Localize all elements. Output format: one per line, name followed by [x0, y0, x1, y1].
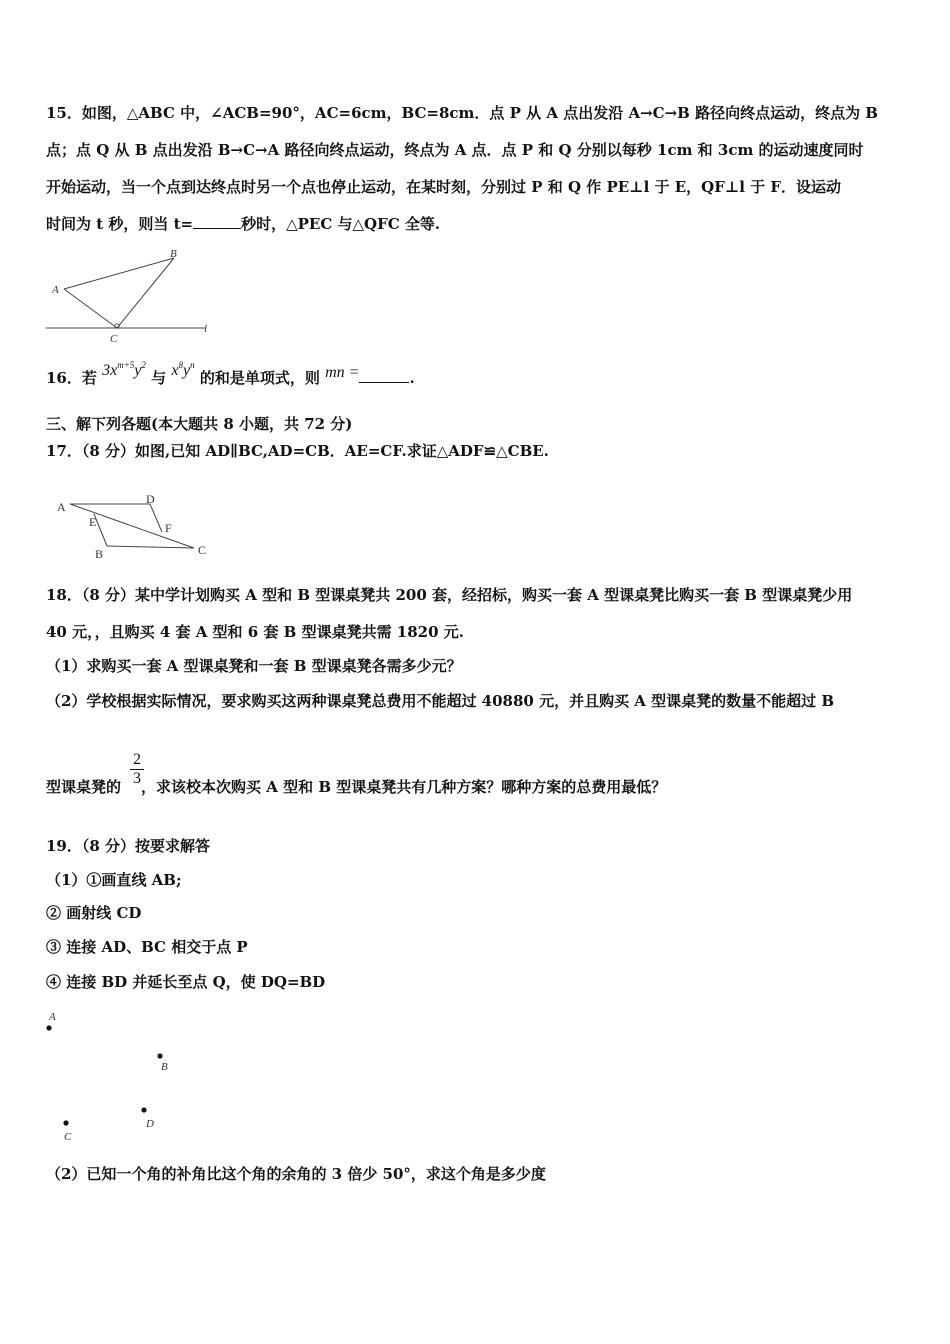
q15-line4-start: 时间为 t 秒，则当 t= [46, 215, 194, 233]
term1-yexp: 2 [141, 360, 146, 370]
q16-term2 [171, 362, 194, 379]
q19-part2: （2）已知一个角的补角比这个角的余角的 3 倍少 50°，求这个角是多少度 [46, 1165, 546, 1183]
q18-part2b [46, 777, 666, 797]
q16-end: . [409, 369, 415, 387]
q18-part1: （1）求购买一套 A 型课桌凳和一套 B 型课桌凳各需多少元？ [46, 657, 462, 675]
label-a: A [57, 500, 66, 514]
label-a: A [49, 1011, 56, 1023]
segment-bc [107, 546, 194, 548]
term1-exp: m+5 [117, 360, 135, 370]
label-e: E [89, 515, 97, 529]
q16-line [46, 360, 415, 390]
q15-line4-end: 秒时，△PEC 与△QFC 全等. [241, 215, 441, 233]
q15-line3: 开始运动，当一个点到达终点时另一个点也停止运动，在某时刻，分别过 P 和 Q 作 PE⊥l 于 E，QF⊥l 于 F．设运动 [46, 178, 842, 196]
point-d [141, 1107, 146, 1112]
label-c: C [198, 543, 207, 557]
term2-xexp: 8 [178, 360, 183, 370]
q16-mid: 与 [151, 369, 167, 387]
term2-y: y [183, 362, 191, 379]
label-a: A [52, 284, 59, 296]
side-ac [64, 289, 117, 328]
q18-part2b-start: 型课桌凳的 [46, 778, 122, 796]
q17-text: 17．（8 分）如图,已知 AD∥BC,AD=CB．AE=CF.求证△ADF≌△CBE. [46, 442, 549, 460]
label-b: B [170, 248, 177, 260]
label-b: B [161, 1061, 168, 1073]
q18-part2: （2）学校根据实际情况，要求购买这两种课桌凳总费用不能超过 40880 元，并且购买 A 型课桌凳的数量不能超过 B [46, 692, 835, 710]
label-b: B [95, 547, 104, 561]
label-d: D [146, 492, 155, 506]
q18-line1: 18．（8 分）某中学计划购买 A 型和 B 型课桌凳共 200 套，经招标，购买一套 A 型课桌凳比购买一套 B 型课桌凳少用 [46, 586, 853, 604]
section3-heading: 三、解下列各题(本大题共 8 小题，共 72 分) [46, 415, 353, 433]
fraction-denominator: 3 [133, 770, 141, 787]
q19-p4: ④ 连接 BD 并延长至点 Q，使 DQ=BD [46, 973, 326, 991]
point-c [63, 1120, 68, 1125]
q18-line2: 40 元，，且购买 4 套 A 型和 6 套 B 型课桌凳共需 1820 元. [46, 623, 464, 641]
segment-df [150, 504, 162, 532]
q15-answer-blank[interactable] [193, 214, 241, 229]
term1-y: y [134, 362, 142, 379]
term2-x: x [171, 362, 179, 379]
q18-part2b-end: ，求该校本次购买 A 型和 B 型课桌凳共有几种方案？哪种方案的总费用最低？ [141, 778, 667, 796]
q19-p3: ③ 连接 AD、BC 相交于点 P [46, 938, 248, 956]
label-f: F [165, 521, 172, 535]
label-l: l [204, 323, 208, 335]
q19-title: 19．（8 分）按要求解答 [46, 837, 211, 855]
term2-yexp: n [190, 360, 195, 370]
q19-points-figure [40, 1006, 190, 1146]
q16-term1 [102, 362, 146, 379]
q15-line2: 点；点 Q 从 B 点出发沿 B→C→A 路径向终点运动，终点为 A 点．点 P 和 Q 分别以每秒 1cm 和 3cm 的运动速度同时 [46, 141, 864, 159]
q17-figure [52, 490, 222, 565]
side-ab [64, 258, 174, 289]
q19-p1: （1）①画直线 AB; [46, 871, 182, 889]
fraction-numerator: 2 [130, 751, 144, 770]
q16-answer-blank[interactable] [359, 368, 409, 383]
label-c: C [110, 333, 118, 345]
point-b [157, 1053, 162, 1058]
q15-triangle-figure [44, 246, 224, 346]
q16-prefix: 16．若 [46, 369, 97, 387]
q16-suffix: 的和是单项式，则 [199, 369, 320, 387]
q15-line1: 15．如图，△ABC 中，∠ACB=90°，AC=6cm，BC=8cm．点 P 从 A 点出发沿 A→C→B 路径向终点运动，终点为 B [46, 104, 878, 122]
q19-p2: ② 画射线 CD [46, 904, 142, 922]
term1-coef: 3x [102, 362, 118, 379]
label-d: D [146, 1118, 154, 1130]
side-bc [117, 258, 174, 328]
point-a [46, 1025, 51, 1030]
q16-expr: mn = [325, 364, 360, 381]
label-c: C [64, 1131, 72, 1143]
q15-line4 [46, 214, 440, 234]
